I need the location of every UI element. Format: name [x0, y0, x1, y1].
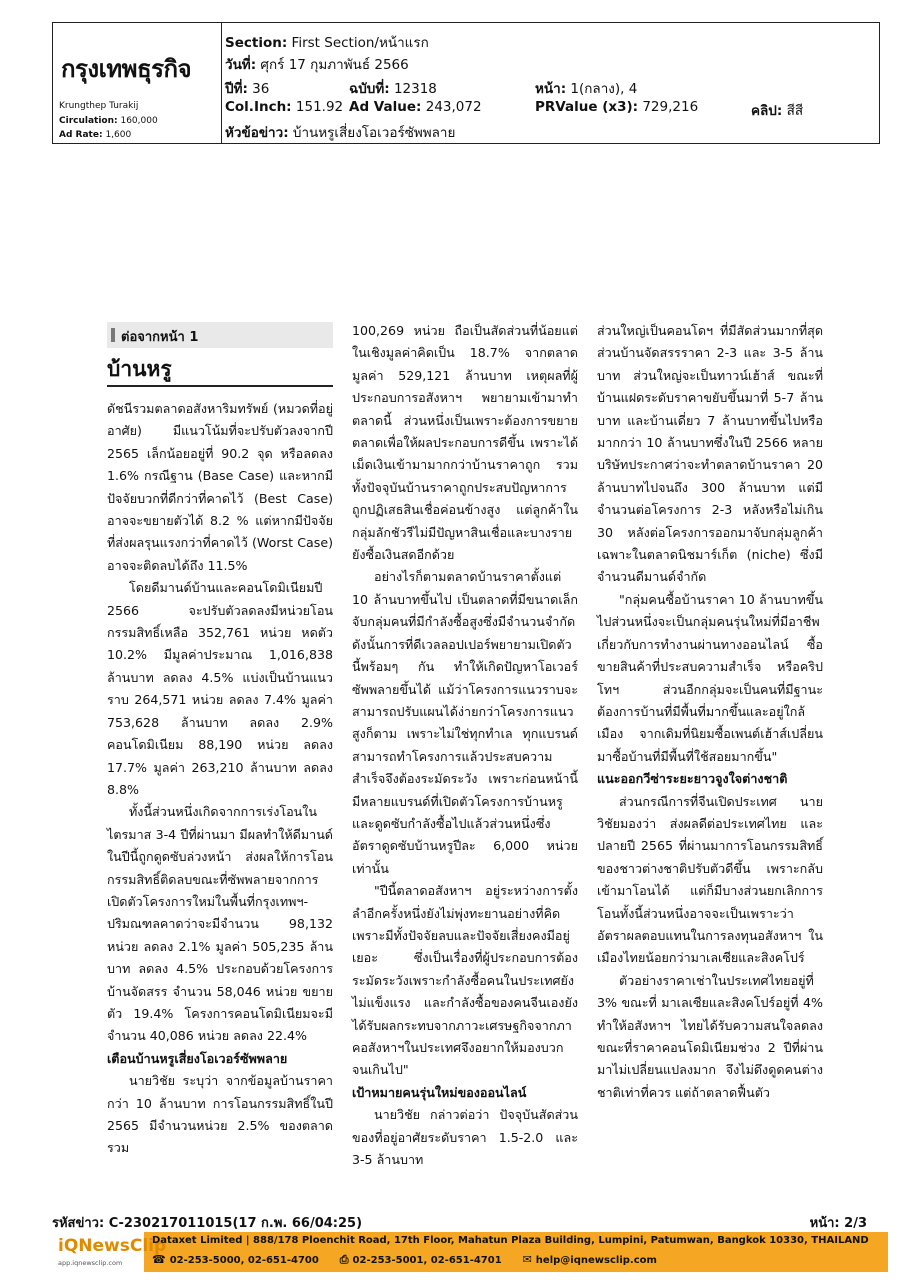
- subheading: เป้าหมายคนรุ่นใหม่ของออนไลน์: [352, 1084, 527, 1100]
- fax: 02-253-5001, 02-651-4701: [352, 1255, 502, 1266]
- year: ปีที่: 36: [225, 81, 270, 97]
- paragraph: "ปีนี้ตลาดอสังหาฯ อยู่ระหว่างการตั้งลำอีกครั้งหนึ่งยังไม่พุ่งทะยานอย่างที่คิดเพราะมีทั้งปัจจัยลบและปัจจัยเสี่ยงคงมีอยู่เยอะ ซึ่งเป็นเรื่องที่ผู้ประกอบการต้องระมัดระวังเพราะกำลังซื้อคนในประเทศยังไม่แข็งแรง และกำลังซื้อของคนจีนเองยังได้รับผลกระทบจากภาวะเศรษฐกิจจากภาคอสังหาฯในประเทศจึงอยากให้มองบวกจนเกินไป": [352, 883, 578, 1078]
- paragraph: นายวิชัย กล่าวต่อว่า ปัจจุบันสัดส่วนของที่อยู่อาศัยระดับราคา 1.5-2.0 และ 3-5 ล้านบาท: [352, 1107, 578, 1168]
- mail-icon: ✉: [522, 1253, 532, 1266]
- paragraph: ทั้งนี้ส่วนหนึ่งเกิดจากการเร่งโอนในไตรมาส 3-4 ปีที่ผ่านมา มีผลทำให้ดีมานด์ในปีนี้ถูกดูดซับล่วงหน้า ส่งผลให้การโอนกรรมสิทธิ์ติดลบขณะที่ซัพพลายจากการเปิดตัวโครงการใหม่ในพื้นที่กรุงเทพฯ-ปริมณฑลคาดว่าจะมีจำนวน 98,132 หน่วย ลดลง 2.1% มูลค่า 505,235 ล้านบาท ลดลง 4.5% ประกอบด้วยโครงการบ้านจัดสรร จำนวน 58,046 หน่วย ขยายตัว 19.4% โครงการคอนโดมิเนียมจะมีจำนวน 40,086 หน่วย ลดลง 22.4%: [107, 804, 333, 1044]
- issue: ฉบับที่: 12318: [349, 81, 437, 97]
- company-address: Dataxet Limited | 888/178 Ploenchit Road, 17th Floor, Mahatun Plaza Building, Lumpini, Patumwan, Bangkok 10330, THAILAND: [152, 1235, 869, 1246]
- clip-color: คลิป: สีสี: [751, 103, 804, 119]
- ad-rate: Ad Rate: 1,600: [59, 130, 132, 140]
- paragraph: ส่วนกรณีการที่จีนเปิดประเทศ นายวิชัยมองว่า ส่งผลดีต่อประเทศไทย และปลายปี 2565 ที่ผ่านมาการโอนกรรมสิทธิ์ของชาวต่างชาติปรับตัวดีขึ้น เพราะกลับเข้ามาโอนได้ แต่ก็มีบางส่วนยกเลิกการโอนทั้งนี้ส่วนหนึ่งอาจจะเป็นเพราะว่า อัตราผลตอบแทนในการลงทุนอสังหาฯ ในเมืองไทยน้อยกว่ามาเลเซียและสิงคโปร์: [597, 793, 823, 966]
- section: Section: First Section/หน้าแรก: [225, 35, 429, 51]
- phone-icon: ☎: [152, 1253, 166, 1266]
- page: หน้า: 1(กลาง), 4: [535, 81, 638, 97]
- paragraph: 100,269 หน่วย ถือเป็นสัดส่วนที่น้อยแต่ในเชิงมูลค่าคิดเป็น 18.7% จากตลาดมูลค่า 529,121 ล้านบาท เหตุผลที่ผู้ประกอบการอสังหาฯ พยายามเข้ามาทำตลาดนี้ ส่วนหนึ่งเป็นเพราะต้องการขยายตลาดเพื่อให้ผลประกอบการดีขึ้น เพราะได้เม็ดเงินเข้ามามากกว่าบ้านราคาถูก รวมทั้งปัจจุบันบ้านราคาถูกประสบปัญหาการถูกปฏิเสธสินเชื่อค่อนข้างสูง แต่ลูกค้าในกลุ่มลักชัวรีไม่มีปัญหาสินเชื่อและบางรายยังซื้อเงินสดอีกด้วย: [352, 323, 578, 563]
- footer-bar: [52, 1232, 888, 1272]
- banner-marker: [111, 328, 115, 342]
- paragraph: ตัวอย่างราคาเช่าในประเทศไทยอยู่ที่ 3% ขณะที่ มาเลเซียและสิงคโปร์อยู่ที่ 4% ทำให้อสังหาฯ ไทยได้รับความสนใจลดลง ขณะที่ราคาคอนโดมิเนียมช่วง 2 ปีที่ผ่านมาไม่เปลี่ยนแปลงมาก จึงไม่ดึงดูดคนต่างชาติเท่าที่ควร แต่ถ้าตลาดฟื้นตัว: [597, 972, 823, 1100]
- pr-value: PRValue (x3): 729,216: [535, 99, 699, 115]
- paragraph: นายวิชัย ระบุว่า จากข้อมูลบ้านราคากว่า 10 ล้านบาท การโอนกรรมสิทธิ์ในปี 2565 มีจำนวนหน่วย 2.5% ของตลาดรวม: [107, 1073, 333, 1156]
- paragraph: ส่วนใหญ่เป็นคอนโดฯ ที่มีสัดส่วนมากที่สุด ส่วนบ้านจัดสรรราคา 2-3 และ 3-5 ล้านบาท ส่วนใหญ่จะเป็นทาวน์เฮ้าส์ ขณะที่บ้านแฝดระดับราคาขยับขึ้นมาที่ 5-7 ล้านบาท และบ้านเดี่ยว 7 ล้านบาทขึ้นไปหรือมากกว่า 10 ล้านบาทซึ่งในปี 2566 หลายบริษัทประกาศว่าจะทำตลาดบ้านราคา 20 ล้านบาทไปจนถึง 300 ล้านบาท แต่มีจำนวนต่อโครงการ 2-3 หลังหรือไม่เกิน 30 หลังต่อโครงการออกมาจับกลุ่มลูกค้าเฉพาะในตลาดนิชมาร์เก็ต (niche) ซึ่งมีจำนวนดีมานด์จำกัด: [597, 323, 823, 585]
- article-column-2: [352, 320, 578, 1171]
- title-rule: [107, 385, 333, 387]
- paragraph: อย่างไรก็ตามตลาดบ้านราคาตั้งแต่ 10 ล้านบาทขึ้นไป เป็นตลาดที่มีขนาดเล็กจับกลุ่มคนที่มีกำลังซื้อสูงซึ่งมีจำนวนจำกัด ดังนั้นการที่ดีเวลลอปเปอร์พยายามเปิดตัวนี้พร้อมๆ กัน ทำให้เกิดปัญหาโอเวอร์ซัพพลายขึ้นได้ แม้ว่าโครงการแนวราบจะสามารถปรับแผนได้ง่ายกว่าโครงการแนวสูงก็ตาม เพราะไม่ใช่ทุกทำเล ทุกแบรนด์สามารถทำโครงการแล้วประสบความสำเร็จจึงต้องระมัดระวัง เพราะก่อนหน้านี้มีหลายแบรนด์ที่เปิดตัวโครงการบ้านหรูและดูดซับกำลังซื้อไปแล้วส่วนหนึ่งซึ่งอัตราดูดซับบ้านหรูปีละ 6,000 หน่วยเท่านั้น: [352, 569, 578, 876]
- publication-box: [53, 23, 222, 143]
- col-inch: Col.Inch: 151.92: [225, 99, 344, 115]
- phone: 02-253-5000, 02-651-4700: [169, 1255, 319, 1266]
- article-column-3: [597, 320, 823, 1104]
- headline-meta: หัวข้อข่าว: บ้านหรูเสี่ยงโอเวอร์ซัพพลาย: [225, 125, 456, 141]
- paragraph: "กลุ่มคนซื้อบ้านราคา 10 ล้านบาทขึ้นไปส่วนหนึ่งจะเป็นกลุ่มคนรุ่นใหม่ที่มีอาชีพเกี่ยวกับการทำงานผ่านทางออนไลน์ ซื้อขายสินค้าที่ประสบความสำเร็จ หรือคริปโทฯ ส่วนอีกกลุ่มจะเป็นคนที่มีฐานะต้องการบ้านที่มีพื้นที่มากขึ้นและอยู่ใกล้เมือง จากเดิมที่นิยมซื้อเพนต์เฮ้าส์เปลี่ยนมาซื้อบ้านที่มีพื้นที่ใช้สอยมากขึ้น": [597, 591, 823, 764]
- publication-logo: กรุงเทพธุรกิจ: [61, 55, 192, 83]
- paragraph: โดยดีมานด์บ้านและคอนโดมิเนียมปี 2566 จะปรับตัวลดลงมีหน่วยโอนกรรมสิทธิ์เหลือ 352,761 หน่วย หดตัว 10.2% มีมูลค่าประมาณ 1,016,838 ล้านบาท ลดลง 4.5% แบ่งเป็นบ้านแนวราบ 264,571 หน่วย ลดลง 7.4% มูลค่า 753,628 ล้านบาท ลดลง 2.9% คอนโดมิเนียม 88,190 หน่วย ลดลง 17.7% มูลค่า 263,210 ล้านบาท ลดลง 8.8%: [107, 580, 333, 797]
- page-count: หน้า: 2/3: [809, 1216, 867, 1231]
- date: วันที่: ศุกร์ 17 กุมภาพันธ์ 2566: [225, 57, 409, 73]
- email[interactable]: help@iqnewsclip.com: [535, 1255, 657, 1266]
- circulation: Circulation: 160,000: [59, 116, 158, 126]
- news-id: รหัสข่าว: C-230217011015(17 ก.พ. 66/04:25): [52, 1216, 363, 1231]
- ad-value: Ad Value: 243,072: [349, 99, 482, 115]
- subheading: แนะออกวีซ่าระยะยาวจูงใจต่างชาติ: [597, 771, 788, 787]
- clip-metadata: [225, 25, 875, 141]
- contact-line: [152, 1253, 657, 1267]
- article-title: บ้านหรู: [107, 357, 172, 381]
- newsclip-logo: iQNewsClip app.iqnewsclip.com: [52, 1232, 144, 1272]
- paragraph: ดัชนีรวมตลาดอสังหาริมทรัพย์ (หมวดที่อยู่อาศัย) มีแนวโน้มที่จะปรับตัวลงจากปี 2565 เล็กน้อยอยู่ที่ 90.2 จุด หรือลดลง 1.6% กรณีฐาน (Base Case) และหากมีปัจจัยบวกที่ดีกว่าที่คาดไว้ (Best Case) อาจจะขยายตัวได้ 8.2 % แต่หากมีปัจจัยที่ส่งผลรุนแรงกว่าที่คาดไว้ (Worst Case) อาจจะติดลบได้ถึง 11.5%: [107, 401, 333, 573]
- clip-header: [52, 22, 880, 144]
- subheading: เตือนบ้านหรูเสี่ยงโอเวอร์ซัพพลาย: [107, 1050, 288, 1066]
- article-column-1: [107, 398, 333, 1160]
- continued-label: ต่อจากหน้า 1: [121, 330, 199, 345]
- continued-banner: [107, 322, 333, 348]
- fax-icon: ⎙: [339, 1253, 349, 1266]
- publication-name-en: Krungthep Turakij: [59, 101, 139, 111]
